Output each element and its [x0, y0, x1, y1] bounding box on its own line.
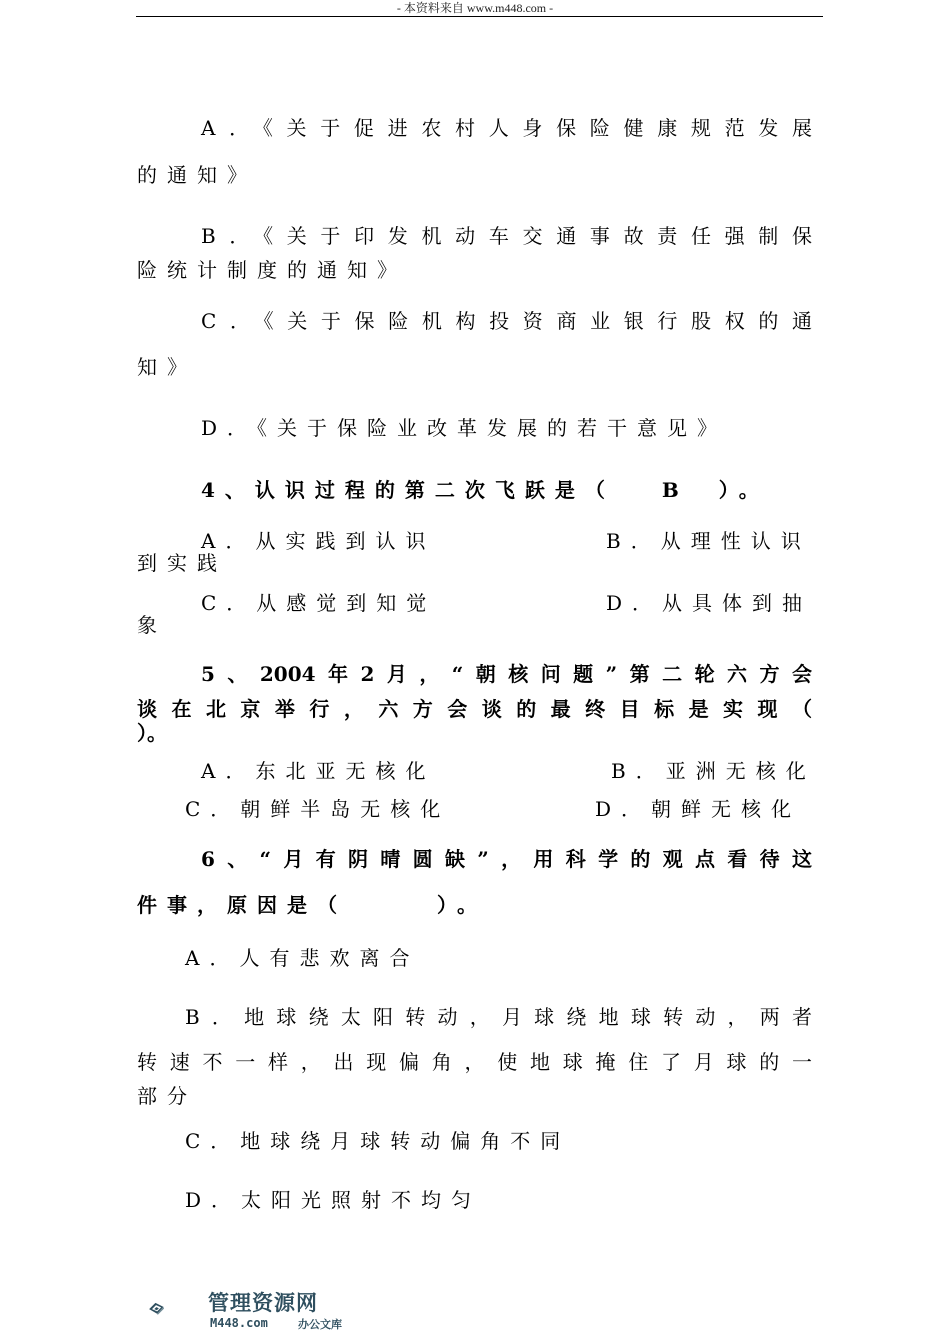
q6-stem-line1: 6、“月有阴晴圆缺”，用科学的观点看待这: [201, 847, 812, 871]
page-header-source: - 本资料来自 www.m448.com -: [396, 1, 554, 15]
q3-option-c-line2: 知》: [137, 355, 197, 379]
q5-option-d: D．朝鲜无核化: [595, 797, 802, 821]
m448-logo-icon: [148, 1282, 208, 1334]
q6-option-d: D．太阳光照射不均匀: [185, 1188, 482, 1212]
q4-option-b-line2: 到实践: [137, 551, 227, 575]
q4-option-c: C．从感觉到知觉: [201, 591, 437, 615]
q6-option-a: A．人有悲欢离合: [185, 946, 420, 970]
q6-option-c: C．地球绕月球转动偏角不同: [185, 1129, 571, 1153]
logo-domain: M448.com: [210, 1316, 268, 1330]
q3-option-c-line1: C．《关于保险机构投资商业银行股权的通: [201, 309, 812, 333]
q4-option-a: A．从实践到认识: [201, 529, 436, 553]
q5-stem-line1: 5、2004年2月，“朝核问题”第二轮六方会: [201, 662, 812, 686]
q4-option-d-line2: 象: [137, 613, 157, 637]
q4-stem: 4、认识过程的第二次飞跃是（ B ）。: [201, 478, 769, 502]
q4-option-d-line1: D．从具体到抽: [606, 591, 813, 615]
q3-option-b-line2: 险统计制度的通知》: [137, 258, 407, 282]
q3-option-d: D．《关于保险业改革发展的若干意见》: [201, 416, 728, 440]
q5-stem-line3: ）。: [137, 721, 167, 745]
header-rule: [136, 16, 823, 17]
q3-option-a-line1: A．《关于促进农村人身保险健康规范发展: [201, 116, 812, 140]
q4-option-b-line1: B．从理性认识: [606, 529, 811, 553]
q6-option-b-line3: 部分: [137, 1084, 197, 1108]
q3-option-b-line1: B．《关于印发机动车交通事故责任强制保: [201, 224, 812, 248]
logo-name: 管理资源网: [208, 1291, 318, 1315]
q5-stem-line2: 谈在北京举行，六方会谈的最终目标是实现（: [137, 697, 812, 721]
q3-option-a-line2: 的通知》: [137, 163, 257, 187]
q5-option-a: A．东北亚无核化: [201, 759, 436, 783]
q6-option-b-line1: B．地球绕太阳转动，月球绕地球转动，两者: [185, 1005, 812, 1029]
logo-tagline: 办公文库: [298, 1318, 342, 1331]
q5-option-b: B．亚洲无核化: [611, 759, 816, 783]
q6-option-b-line2: 转速不一样，出现偏角，使地球掩住了月球的一: [137, 1050, 812, 1074]
q5-option-c: C．朝鲜半岛无核化: [185, 797, 451, 821]
q6-stem-line2: 件事，原因是（ ）。: [137, 893, 487, 917]
